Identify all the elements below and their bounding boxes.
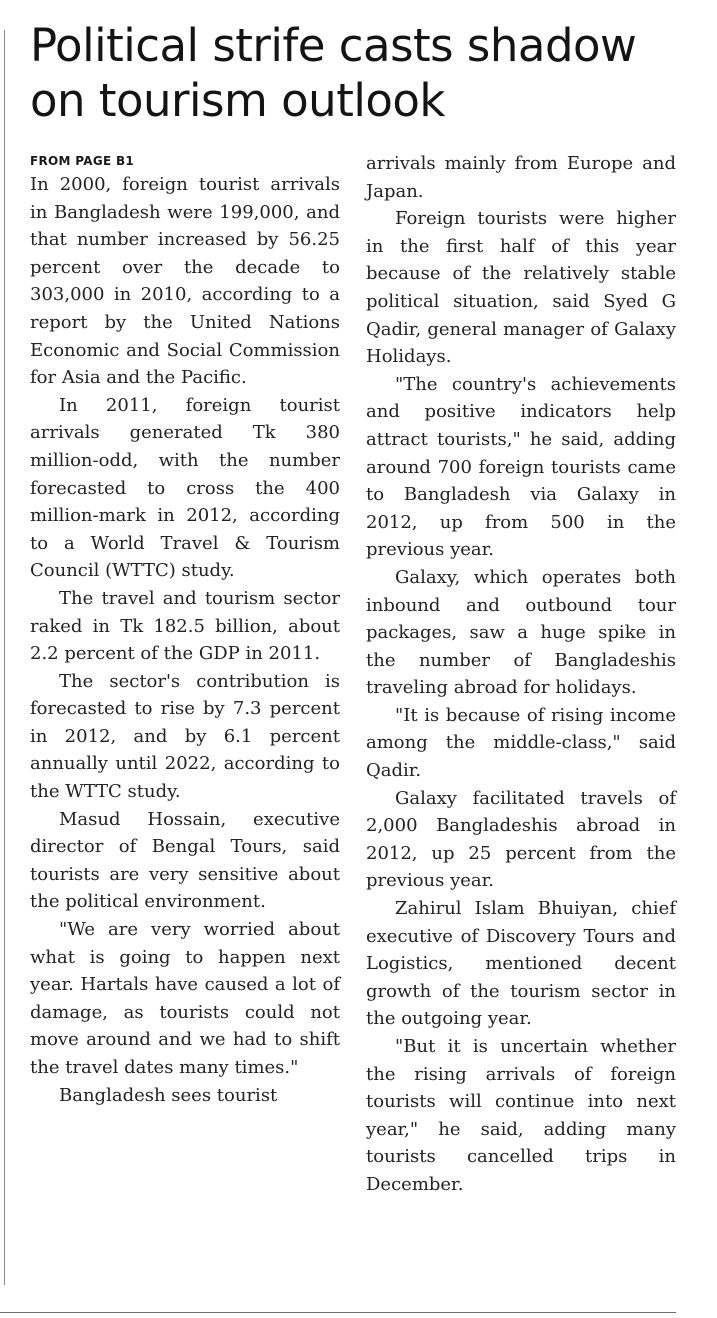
paragraph: In 2000, foreign tourist arrivals in Bangladesh were 199,000, and that number increased by 56.25 percent over the decade to 303,000 in 2010, according to a report by the United Nations Economic and Social Commission for Asia and the Pacific. bbox=[30, 174, 340, 389]
paragraph: "It is because of rising income among the middle-class," said Qadir. bbox=[366, 704, 676, 782]
paragraph: Galaxy, which operates both inbound and outbound tour packages, saw a huge spike in the number of Bangladeshis traveling abroad for holidays. bbox=[366, 566, 676, 699]
paragraph: Masud Hossain, executive director of Bengal Tours, said tourists are very sensitive about the political environment. bbox=[30, 808, 340, 913]
paragraph: "But it is uncertain whether the rising arrivals of foreign tourists will continue into next year," he said, adding many tourists cancelled trips in December. bbox=[366, 1036, 676, 1195]
paragraph: Bangladesh sees tourist bbox=[59, 1084, 278, 1106]
article-column-right bbox=[366, 150, 676, 1199]
paragraph: The travel and tourism sector raked in Tk 182.5 billion, about 2.2 percent of the GDP in 2011. bbox=[30, 587, 340, 665]
paragraph: The sector's contribution is forecasted to rise by 7.3 percent in 2012, and by 6.1 percent annually until 2022, according to the WTTC study. bbox=[30, 670, 340, 803]
paragraph: In 2011, foreign tourist arrivals generated Tk 380 million-odd, with the number forecasted to cross the 400 million-mark in 2012, according to a World Travel & Tourism Council (WTTC) study. bbox=[30, 394, 340, 582]
paragraph: "The country's achievements and positive indicators help attract tourists," he said, adding around 700 foreign tourists came to Bangladesh via Galaxy in 2012, up from 500 in the previous year. bbox=[366, 373, 676, 561]
paragraph: Galaxy facilitated travels of 2,000 Bangladeshis abroad in 2012, up 25 percent from the previous year. bbox=[366, 787, 676, 892]
paragraph: arrivals mainly from Europe and Japan. bbox=[366, 153, 676, 202]
paragraph: Foreign tourists were higher in the first half of this year because of the relatively stable political situation, said Syed G Qadir, general manager of Galaxy Holidays. bbox=[366, 208, 676, 368]
bottom-rule bbox=[0, 1312, 676, 1313]
paragraph: Zahirul Islam Bhuiyan, chief executive of Discovery Tours and Logistics, mentioned decent growth of the tourism sector in the outgoing year. bbox=[366, 898, 676, 1030]
article-column-left bbox=[30, 154, 340, 1109]
headline: Political strife casts shadow on tourism outlook bbox=[30, 19, 637, 127]
paragraph: "We are very worried about what is going to happen next year. Hartals have caused a lot of damage, as tourists could not move around and we had to shift the travel dates many times." bbox=[30, 919, 340, 1078]
jump-line: FROM PAGE B1 bbox=[30, 154, 135, 168]
column-rule-left bbox=[4, 30, 5, 1285]
